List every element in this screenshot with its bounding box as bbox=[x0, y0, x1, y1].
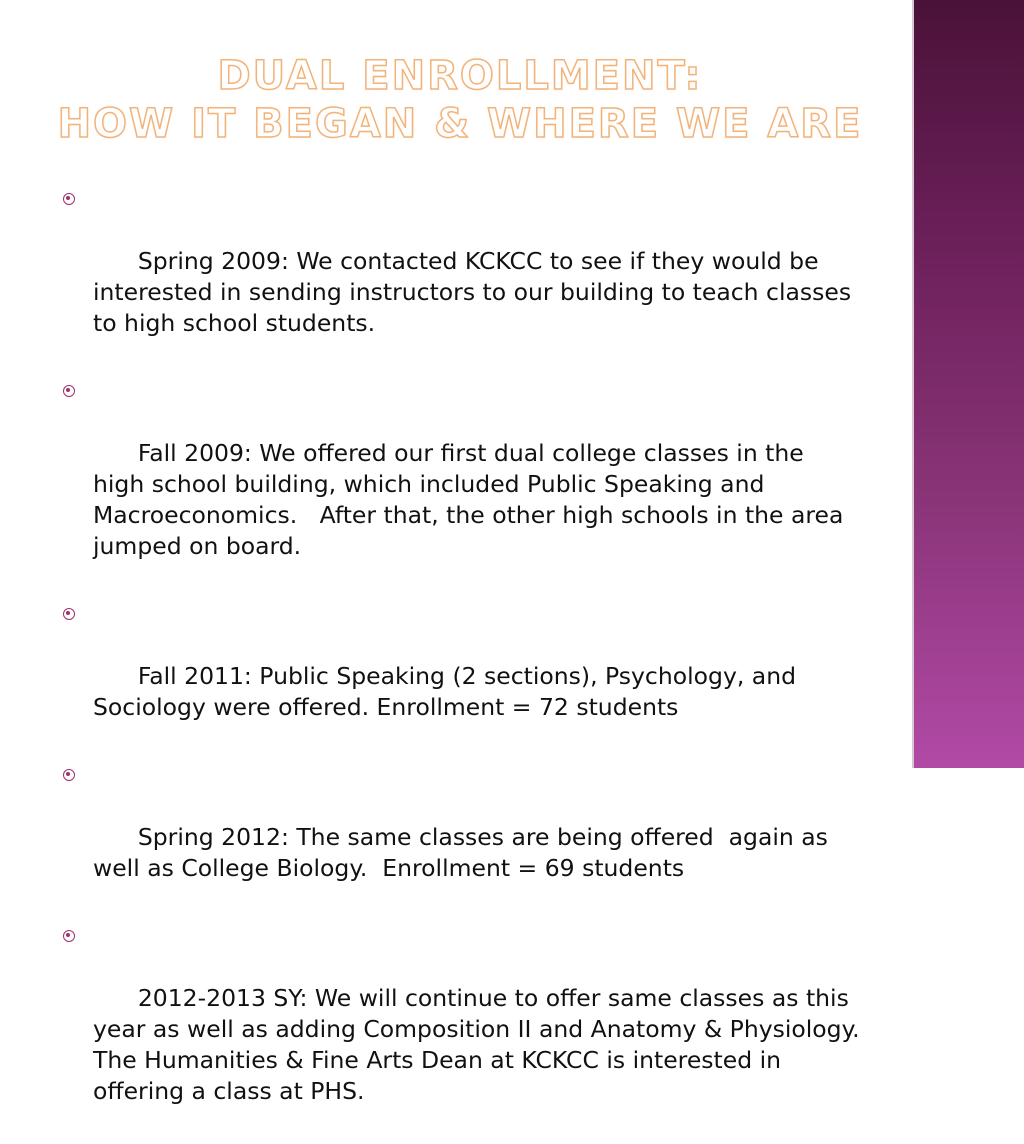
decorative-side-bar bbox=[912, 0, 1024, 768]
bullet-text: Fall 2011: Public Speaking (2 sections), Psychology, and Sociology were offered. Enrollment = 72 students bbox=[93, 662, 804, 721]
bullet-item bbox=[62, 184, 862, 370]
slide-title bbox=[30, 52, 890, 148]
circle-dot-bullet-icon bbox=[63, 769, 75, 781]
bullet-text: Spring 2012: The same classes are being offered again as well as College Biology. Enrollment = 69 students bbox=[93, 823, 836, 882]
bullet-list bbox=[62, 184, 875, 1144]
circle-dot-bullet-icon bbox=[63, 930, 75, 942]
bullet-item bbox=[62, 376, 862, 593]
bullet-item bbox=[62, 599, 862, 754]
bullet-item bbox=[62, 760, 862, 915]
circle-dot-bullet-icon bbox=[63, 608, 75, 620]
circle-dot-bullet-icon bbox=[63, 193, 75, 205]
title-line-1: DUAL ENROLLMENT: bbox=[217, 53, 703, 99]
bullet-text: Spring 2009: We contacted KCKCC to see if they would be interested in sending instructors to our building to teach classes to high school students. bbox=[93, 247, 859, 337]
bullet-item bbox=[62, 921, 875, 1138]
title-line-2: HOW IT BEGAN & WHERE WE ARE bbox=[57, 101, 863, 147]
bullet-text: Fall 2009: We offered our first dual college classes in the high school building, which included Public Speaking and Macroeconomics. After that, the other high schools in the area jumped on board. bbox=[93, 439, 851, 560]
circle-dot-bullet-icon bbox=[63, 385, 75, 397]
bullet-text: 2012-2013 SY: We will continue to offer same classes as this year as well as adding Composition II and Anatomy & Physiology. The Humanities & Fine Arts Dean at KCKCC is interested in offering a class at PHS. bbox=[93, 984, 875, 1105]
